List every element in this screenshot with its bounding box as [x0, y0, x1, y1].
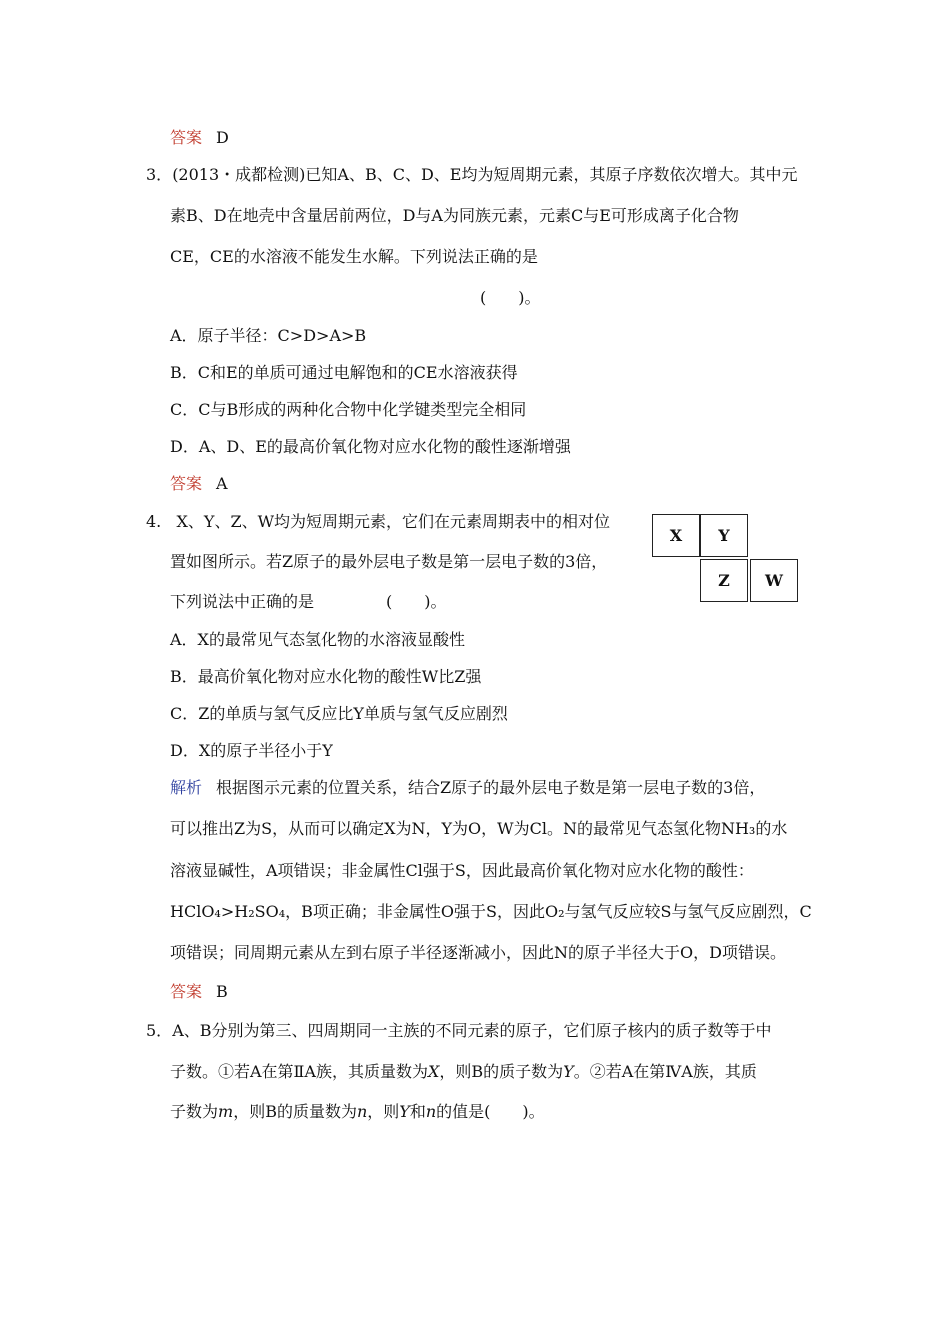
analysis-label: 解析 [170, 778, 203, 797]
q4-option-c: C．Z的单质与氢气反应比Y单质与氢气反应剧烈 [170, 704, 508, 723]
text-segment: 子数为 [170, 1102, 219, 1121]
answer-label: 答案 [170, 982, 203, 1001]
variable-y: Y [563, 1062, 574, 1081]
cell-x: X [652, 514, 700, 557]
text-segment: 和 [409, 1102, 426, 1121]
text-segment: ，则B的质量数为 [233, 1102, 357, 1121]
q3-line3: CE，CE的水溶液不能发生水解。下列说法正确的是 [170, 247, 538, 266]
q3-line2: 素B、D在地壳中含量居前两位，D与A为同族元素，元素C与E可形成离子化合物 [170, 206, 739, 225]
q4-option-d: D．X的原子半径小于Y [170, 741, 333, 760]
answer-label: 答案 [170, 474, 203, 493]
q5-line1 [146, 1021, 772, 1041]
q3-option-d: D．A、D、E的最高价氧化物对应水化物的酸性逐渐增强 [170, 437, 571, 456]
q4-analysis-line4: HClO₄>H₂SO₄，B项正确；非金属性O强于S，因此O₂与氢气反应较S与氢气反应剧烈，C [170, 902, 812, 921]
answer-value: D [216, 128, 229, 147]
cell-y: Y [700, 514, 748, 557]
q4-option-a: A．X的最常见气态氢化物的水溶液显酸性 [170, 630, 465, 649]
q4-analysis-line5: 项错误；同周期元素从左到右原子半径逐渐减小，因此N的原子半径大于O，D项错误。 [170, 943, 786, 962]
question-number: 5． [146, 1021, 173, 1040]
q5-line2 [170, 1062, 757, 1082]
cell-w: W [750, 559, 798, 602]
question-text: (2013・成都检测)已知A、B、C、D、E均为短周期元素，其原子序数依次增大。其中元 [172, 165, 798, 184]
text-segment: ，则B的质子数为 [439, 1062, 564, 1081]
text-segment: 。②若A在第ⅣA族，其质 [573, 1062, 757, 1081]
q3-line1 [146, 165, 797, 185]
text-segment: 的值是( )。 [436, 1102, 545, 1121]
answer-blank: ( )。 [386, 592, 447, 611]
answer-value: B [216, 982, 228, 1001]
question-number: 4. [146, 512, 162, 531]
variable-n: n [425, 1102, 437, 1121]
variable-y: Y [399, 1102, 410, 1121]
q4-analysis-line2: 可以推出Z为S，从而可以确定X为N，Y为O，W为Cl。N的最常见气态氢化物NH₃的水 [170, 819, 788, 838]
q3-blank: ( )。 [480, 288, 541, 307]
q3-option-a: A．原子半径：C>D>A>B [170, 326, 367, 345]
q4-analysis-line3: 溶液显碱性，A项错误；非金属性Cl强于S，因此最高价氧化物对应水化物的酸性： [170, 861, 754, 880]
q4-line2: 置如图所示。若Z原子的最外层电子数是第一层电子数的3倍， [170, 552, 608, 571]
text-segment: 子数。①若A在第ⅡA族，其质量数为 [170, 1062, 428, 1081]
answer-value: A [216, 474, 228, 493]
q3-option-b: B．C和E的单质可通过电解饱和的CE水溶液获得 [170, 363, 518, 382]
answer-label: 答案 [170, 128, 203, 147]
question-text: X、Y、Z、W均为短周期元素，它们在元素周期表中的相对位 [176, 512, 611, 531]
question-number: 3． [146, 165, 173, 184]
question-text: A、B分别为第三、四周期同一主族的不同元素的原子，它们原子核内的质子数等于中 [172, 1021, 772, 1040]
q4-answer [170, 982, 228, 1002]
variable-x: X [428, 1062, 440, 1081]
q3-answer [170, 474, 228, 494]
variable-m: m [218, 1102, 234, 1121]
q4-line1 [146, 512, 610, 532]
q4-analysis-line1 [170, 778, 765, 798]
q4-option-b: B．最高价氧化物对应水化物的酸性W比Z强 [170, 667, 482, 686]
question-text: 下列说法中正确的是 [170, 592, 315, 611]
variable-n: n [356, 1102, 368, 1121]
periodic-table-fragment [652, 514, 802, 604]
q5-line3 [170, 1102, 545, 1122]
q3-option-c: C．C与B形成的两种化合物中化学键类型完全相同 [170, 400, 527, 419]
cell-z: Z [700, 559, 748, 602]
analysis-text: 根据图示元素的位置关系，结合Z原子的最外层电子数是第一层电子数的3倍， [216, 778, 766, 797]
text-segment: ，则 [367, 1102, 400, 1121]
q2-answer [170, 128, 229, 148]
q4-line3 [170, 592, 447, 612]
